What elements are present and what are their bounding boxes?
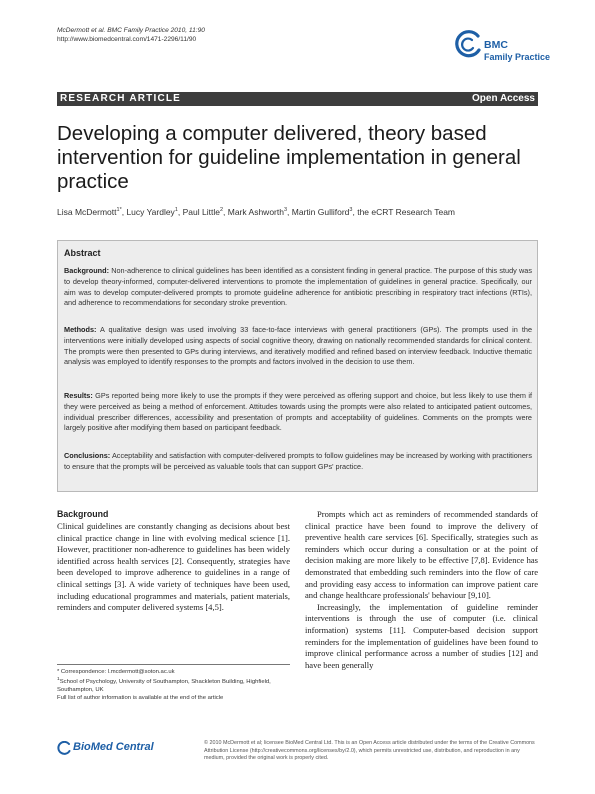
body-paragraph: Increasingly, the implementation of guideline reminder interventions is through the use of computer (i.e. clinical information) systems [11]. Computer-based decision support reminders for the implementation of guidelines have been found to improve clinical performance across a number of studies [12] and have been generally (305, 601, 538, 670)
abstract-section-label: Background: (64, 266, 109, 275)
author-affiliation-mark: 3 (349, 207, 353, 214)
abstract-conclusions (64, 451, 532, 473)
abstract-heading: Abstract (64, 248, 101, 258)
journal-logo (452, 26, 551, 74)
author-name[interactable]: Lisa McDermott (57, 207, 117, 217)
bmc-swirl-icon (57, 741, 71, 755)
author-affiliation-mark: 3 (283, 207, 288, 214)
body-column-right (305, 509, 538, 671)
affiliation-text: School of Psychology, University of Southampton, Shackleton Building, Highfield, Southampton, UK (57, 678, 271, 693)
author-affiliation-mark: 2 (219, 207, 224, 214)
logo-bmc-text: BMC (484, 39, 508, 51)
abstract-section-label: Methods: (64, 325, 97, 334)
abstract-section-label: Results: (64, 391, 93, 400)
author-info-note: Full list of author information is available at the end of the article (57, 694, 224, 701)
footnotes (57, 664, 290, 702)
affiliation-note (57, 676, 290, 694)
article-title: Developing a computer delivered, theory based intervention for guideline implementation in general practice (57, 122, 521, 193)
body-column-left (57, 509, 290, 614)
abstract-results (64, 391, 532, 434)
biomed-central-logo (57, 740, 177, 756)
citation-header (57, 26, 205, 44)
author-name[interactable]: Martin Gulliford (291, 207, 350, 217)
biomed-central-text: BioMed Central (73, 741, 154, 753)
abstract-section-label: Conclusions: (64, 451, 111, 460)
bmc-swirl-icon (452, 30, 482, 60)
logo-journal-text: Family Practice (484, 52, 551, 62)
abstract-background (64, 266, 532, 309)
author-affiliation-mark: 1* (116, 207, 122, 214)
citation-line: McDermott et al. BMC Family Practice 2010, 11:90 (57, 27, 205, 34)
author-list: Lisa McDermott$^{1*}$, Lucy Yardley$^1$, Paul Little$^2$, Mark Ashworth$^3$, Martin Gulliford$^3$, the eCRT Research Team (57, 207, 456, 217)
author-affiliation-mark: 1 (174, 207, 178, 214)
abstract-methods (64, 325, 532, 368)
open-access-label: Open Access (472, 93, 535, 104)
author-name[interactable]: Paul Little (182, 207, 220, 217)
abstract-section-text: A qualitative design was used involving 33 face-to-face interviews with general practitioners (GPs). The prompts used in the interventions were initially developed using aspects of social cognitive theory, drawing on nationally recommended standards for clinical content. The prompts were then presented to GPs during interviews, and iteratively modified and refined based on interview feedback. Inductive thematic analysis was employed to identify responses to the prompts and factors involved in the decision to use them. (64, 325, 532, 367)
abstract-box (57, 240, 538, 492)
research-team: the eCRT Research Team (357, 207, 456, 217)
correspondence-note[interactable]: * Correspondence: l.mcdermott@soton.ac.uk (57, 669, 175, 675)
body-paragraph: Clinical guidelines are constantly changing as decisions about best clinical practice change in line with evolving medical science [1]. However, practitioner non-adherence to guidelines has been widely identified across health services [2]. Consequently, strategies have been developed to improve adherence to guidelines in a range of clinical settings [3]. A wide variety of techniques have been used, including educational programmes and materials, patient materials, reminders and computer delivered systems [4,5]. (57, 521, 290, 613)
license-text: © 2010 McDermott et al; licensee BioMed Central Ltd. This is an Open Access article distributed under the terms of the Creative Commons Attribution License (http://creativecommons.org/licenses/by/2.0), which permits unrestricted use, distribution, and reproduction in any medium, provided the original work is properly cited. (204, 740, 535, 762)
author-name[interactable]: Mark Ashworth (227, 207, 284, 217)
abstract-section-text: Non-adherence to clinical guidelines has been identified as a consistent finding in general practice. The purpose of this study was to develop theory-informed, computer-delivered interventions to promote the implementation of guidelines in general practice. Specifically, our aim was to develop computer-delivered prompts to promote guideline adherence for antibiotic prescribing in respiratory tract infections (RTIs), and adherence to recommendations for secondary stroke prevention. (64, 266, 532, 308)
author-name[interactable]: Lucy Yardley (126, 207, 175, 217)
abstract-section-text: Acceptability and satisfaction with computer-delivered prompts to follow guidelines may be increased by working with practitioners to ensure that the prompts will be perceived as valuable tools that can support GPs' practice. (64, 451, 532, 471)
abstract-section-text: GPs reported being more likely to use the prompts if they were perceived as offering support and choice, but less likely to use them if they were perceived as being a method of enforcement. Attitudes towards using the prompts were also related to anticipated patient outcomes, individual prescriber differences, accessibility and presentation of prompts and acceptability of guidelines. Comments on the prompts were largely positive after modifying them based on participant feedback. (64, 391, 532, 433)
article-type-label: RESEARCH ARTICLE (60, 93, 182, 104)
section-heading-background: Background (57, 509, 109, 519)
article-url[interactable]: http://www.biomedcentral.com/1471-2296/11/90 (57, 36, 197, 43)
body-paragraph: Prompts which act as reminders of recommended standards of clinical practice have been found to improve the delivery of preventive health care services [6]. Specifically, strategies such as reminders which occur during a consultation or at the point of decision making are more likely to be effective [7,8]. Evidence has demonstrated that embedding such reminders into the flow of care and providing easy access to information can improve patient care and change healthcare professionals' behaviour [9,10]. (305, 509, 538, 601)
affiliation-mark: 1 (57, 677, 60, 682)
article-type-banner (57, 92, 538, 106)
